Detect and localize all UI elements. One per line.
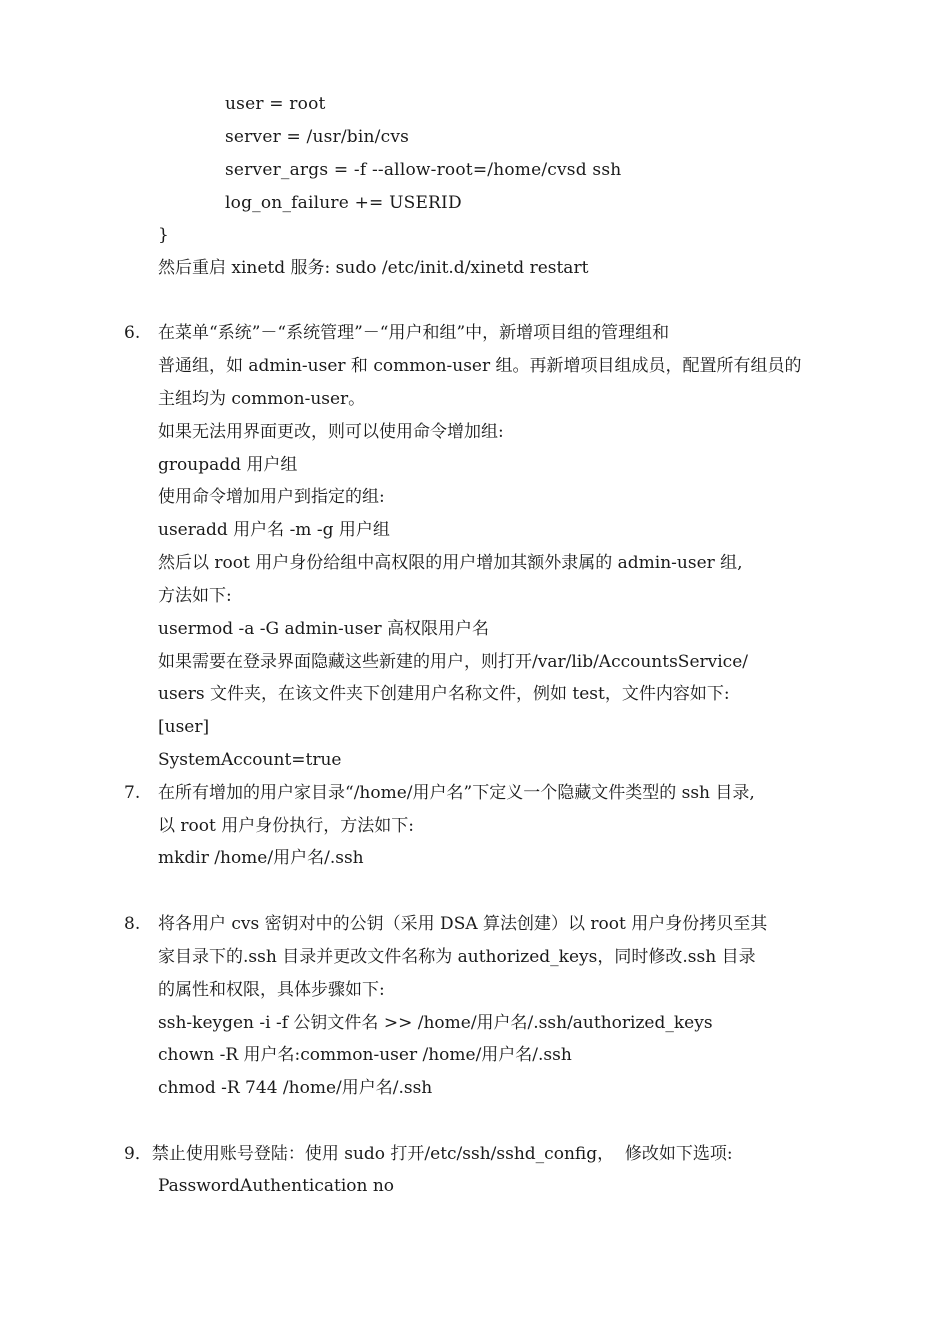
file-content-line: [user] <box>158 717 210 737</box>
command-line: useradd 用户名 -m -g 用户组 <box>158 520 390 540</box>
step-text: 普通组，如 admin-user 和 common-user 组。再新增项目组成员，配置所有组员的 <box>158 356 802 376</box>
config-line: server = /usr/bin/cvs <box>225 127 410 147</box>
command-line: usermod -a -G admin-user 高权限用户名 <box>158 619 490 639</box>
step-text: 然后以 root 用户身份给组中高权限的用户增加其额外隶属的 admin-user 组, <box>158 553 743 573</box>
step-number: 6. <box>124 323 141 343</box>
step-text: 方法如下: <box>158 586 232 606</box>
step-text: 9．禁止使用账号登陆：使用 sudo 打开/etc/ssh/sshd_config， 修改如下选项: <box>124 1144 733 1164</box>
command-line: ssh-keygen -i -f 公钥文件名 >> /home/用户名/.ssh/authorized_keys <box>158 1013 713 1033</box>
step-text: 将各用户 cvs 密钥对中的公钥（采用 DSA 算法创建）以 root 用户身份拷贝至其 <box>158 914 768 934</box>
closing-brace: } <box>158 225 169 245</box>
step-number: 8. <box>124 914 141 934</box>
step-text: 主组均为 common-user。 <box>158 389 366 409</box>
step-text: 以 root 用户身份执行，方法如下: <box>158 816 414 836</box>
step-number: 7. <box>124 783 141 803</box>
step-text: 如果无法用界面更改，则可以使用命令增加组: <box>158 422 504 442</box>
command-line: groupadd 用户组 <box>158 455 298 475</box>
command-line: chmod -R 744 /home/用户名/.ssh <box>158 1078 433 1098</box>
config-line: log_on_failure += USERID <box>225 193 462 213</box>
restart-instruction: 然后重启 xinetd 服务: sudo /etc/init.d/xinetd restart <box>158 258 589 278</box>
step-text: 在菜单“系统”－“系统管理”－“用户和组”中，新增项目组的管理组和 <box>158 323 670 343</box>
step-text: 的属性和权限，具体步骤如下: <box>158 980 385 1000</box>
step-text: users 文件夹，在该文件夹下创建用户名称文件，例如 test，文件内容如下: <box>158 684 730 704</box>
step-text: 如果需要在登录界面隐藏这些新建的用户，则打开/var/lib/AccountsService/ <box>158 652 748 672</box>
file-content-line: SystemAccount=true <box>158 750 342 770</box>
config-line: server_args = -f --allow-root=/home/cvsd ssh <box>225 160 622 180</box>
config-option-line: PasswordAuthentication no <box>158 1176 395 1196</box>
step-text: 使用命令增加用户到指定的组: <box>158 487 385 507</box>
step-text: 在所有增加的用户家目录“/home/用户名”下定义一个隐藏文件类型的 ssh 目录, <box>158 783 755 803</box>
command-line: chown -R 用户名:common-user /home/用户名/.ssh <box>158 1045 572 1065</box>
step-text: 家目录下的.ssh 目录并更改文件名称为 authorized_keys，同时修改.ssh 目录 <box>158 947 756 967</box>
config-line: user = root <box>225 94 326 114</box>
command-line: mkdir /home/用户名/.ssh <box>158 848 364 868</box>
